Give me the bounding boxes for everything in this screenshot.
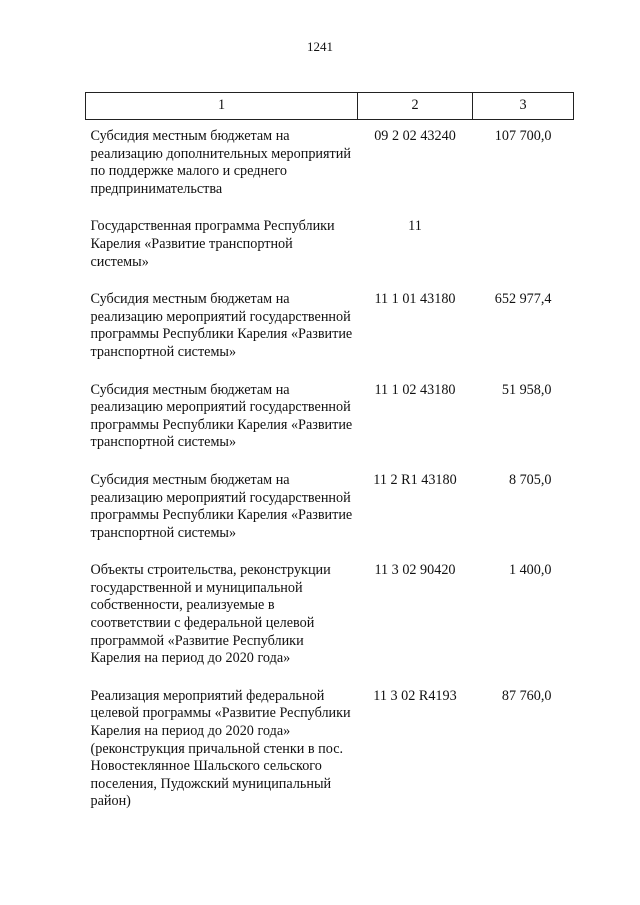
row-amount: 87 760,0	[501, 687, 552, 704]
row-name: Реализация мероприятий федеральной целевой программы «Развитие Республики Карелия на период до 2020 года» (реконструкция причальной стенки в пос. Новостеклянное Шальского сельского поселения, Пудожский муниципальный район)	[90, 687, 351, 810]
column-header-1: 1	[86, 93, 358, 120]
row-amount: 107 700,0	[494, 128, 552, 144]
row-code: 11 1 01 43180	[374, 291, 456, 308]
table-row	[86, 562, 574, 688]
table-row	[86, 120, 574, 219]
table-row	[86, 382, 574, 472]
table-row	[86, 291, 574, 381]
budget-allocation-table	[85, 92, 574, 831]
row-code: 11 3 02 90420	[374, 562, 456, 579]
row-name: Объекты строительства, реконструкции государственной и муниципальной собственности, реализуемые в соответствии с федеральной целевой программой «Развитие Республики Карелия на период до 2020 года»	[90, 562, 331, 667]
page-number: 1241	[307, 39, 333, 54]
row-amount	[473, 218, 574, 291]
row-code: 11 3 02 R4193	[373, 687, 457, 704]
row-name: Субсидия местным бюджетам на реализацию мероприятий государственной программы Республики Карелия «Развитие транспортной системы»	[90, 471, 353, 541]
table-row	[86, 218, 574, 291]
row-code: 11	[408, 218, 422, 235]
row-amount: 1 400,0	[508, 562, 552, 579]
row-name: Субсидия местным бюджетам на реализацию мероприятий государственной программы Республики Карелия «Развитие транспортной системы»	[90, 291, 353, 360]
row-amount: 652 977,4	[494, 291, 552, 308]
row-name: Субсидия местным бюджетам на реализацию мероприятий государственной программы Республики Карелия «Развитие транспортной системы»	[90, 381, 353, 451]
row-name: Государственная программа Республики Карелия «Развитие транспортной системы»	[90, 218, 335, 270]
table-row	[86, 472, 574, 562]
row-name: Субсидия местным бюджетам на реализацию дополнительных мероприятий по поддержке малого и среднего предпринимательства	[90, 128, 351, 197]
row-amount: 8 705,0	[508, 471, 552, 488]
table-row	[86, 688, 574, 831]
column-header-3: 3	[473, 93, 574, 120]
table-header-row	[86, 93, 574, 120]
row-amount: 51 958,0	[501, 381, 552, 398]
column-header-2: 2	[358, 93, 473, 120]
row-code: 09 2 02 43240	[374, 128, 456, 144]
row-code: 11 1 02 43180	[374, 381, 456, 398]
row-code: 11 2 R1 43180	[373, 471, 457, 488]
